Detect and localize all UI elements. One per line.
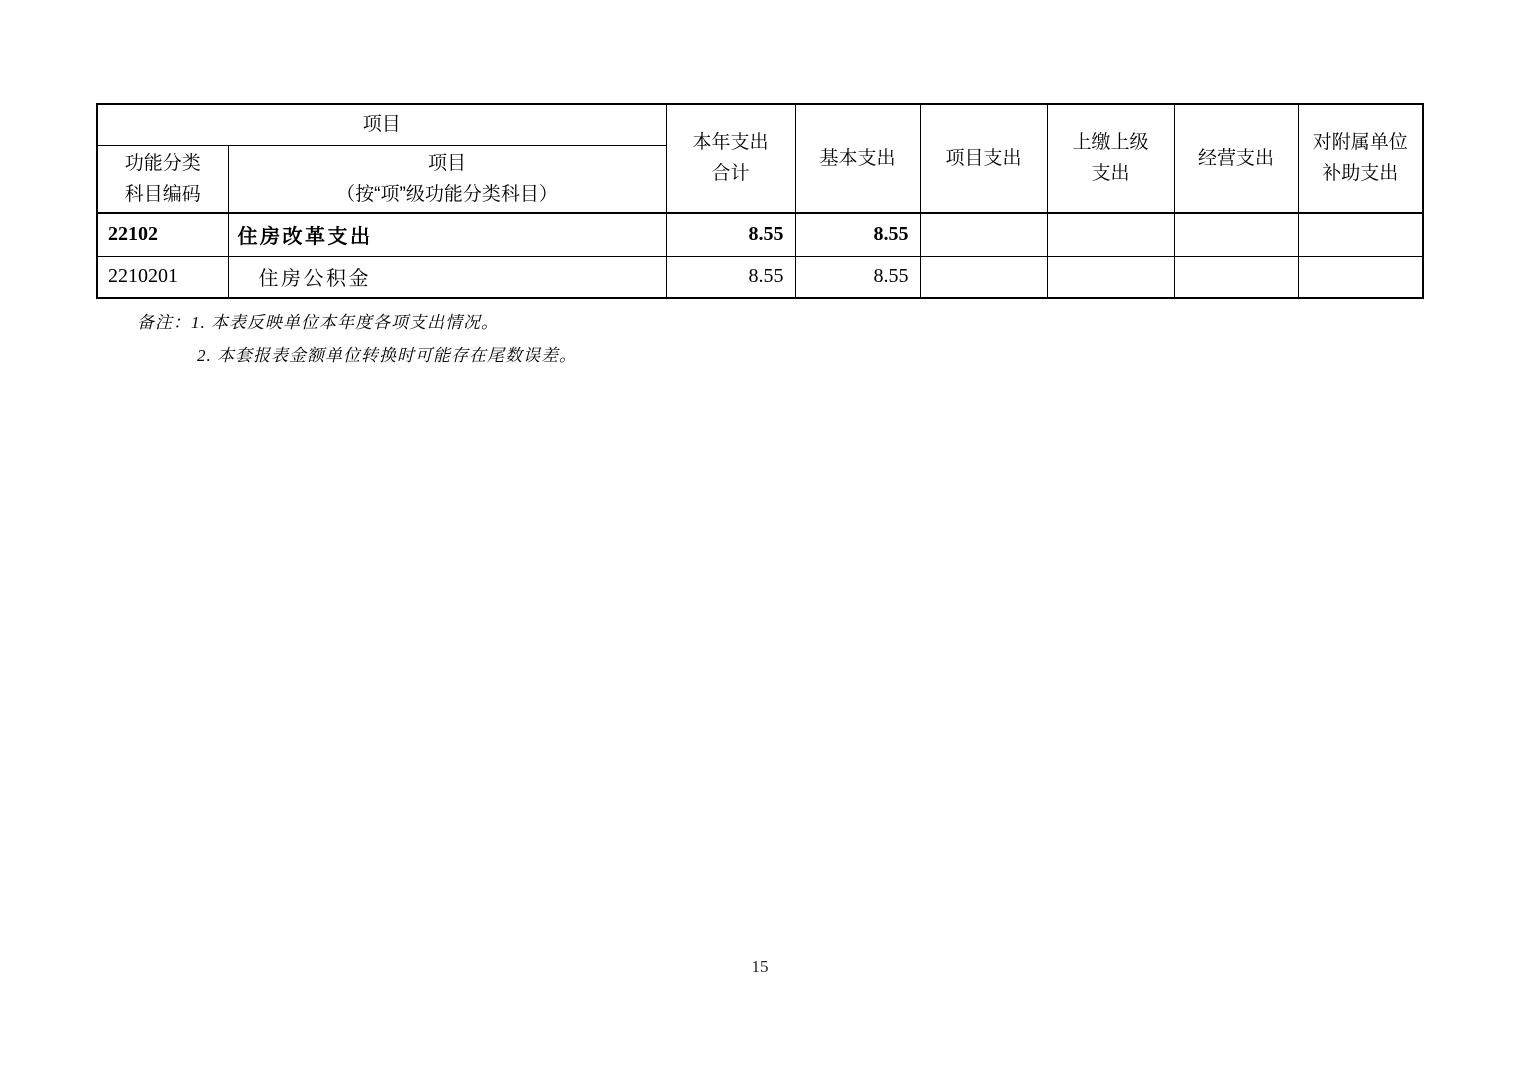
- row-affiliated: [1298, 257, 1423, 298]
- header-affiliated-line1: 对附属单位: [1312, 132, 1408, 154]
- row-project: [920, 257, 1047, 298]
- table-row: [97, 257, 1423, 298]
- header-cell-project-group: [97, 104, 666, 145]
- table-row: [97, 213, 1423, 257]
- header-cell-project-name: [228, 145, 666, 213]
- header-operating-label: 经营支出: [1198, 147, 1275, 169]
- header-cell-upper-level-expenditure: [1047, 104, 1174, 213]
- header-cell-basic-expenditure: [795, 104, 920, 213]
- header-project-label: 项目支出: [945, 147, 1022, 169]
- header-code-line2: 科目编码: [124, 183, 201, 205]
- header-project-group-label: 项目: [362, 114, 401, 136]
- expenditure-table: [96, 103, 1424, 299]
- header-affiliated-line2: 补助支出: [1322, 163, 1399, 185]
- note-line-2: 2. 本套报表金额单位转换时可能存在尾数误差。: [197, 346, 577, 365]
- row-name: 住房改革支出: [228, 213, 666, 257]
- header-row-group: [97, 104, 1423, 145]
- header-cell-operating-expenditure: [1174, 104, 1298, 213]
- row-basic: 8.55: [795, 213, 920, 257]
- row-upper: [1047, 257, 1174, 298]
- row-project: [920, 213, 1047, 257]
- header-name-line2: （按“项”级功能分类科目）: [336, 183, 558, 205]
- note-line-1: [137, 306, 577, 339]
- header-total-line1: 本年支出: [692, 132, 769, 154]
- header-upper-line2: 支出: [1091, 163, 1130, 185]
- header-upper-line1: 上缴上级: [1072, 132, 1149, 154]
- header-basic-label: 基本支出: [819, 147, 896, 169]
- header-name-line1: 项目: [428, 152, 467, 174]
- header-cell-total-expenditure: [666, 104, 795, 213]
- row-affiliated: [1298, 213, 1423, 257]
- note-1-text: 1. 本表反映单位本年度各项支出情况。: [191, 313, 499, 332]
- row-operating: [1174, 257, 1298, 298]
- header-code-line1: 功能分类: [124, 152, 201, 174]
- row-code: 2210201: [97, 257, 228, 298]
- header-cell-function-code: [97, 145, 228, 213]
- row-basic: 8.55: [795, 257, 920, 298]
- row-total: 8.55: [666, 257, 795, 298]
- header-cell-affiliated-subsidy: [1298, 104, 1423, 213]
- row-operating: [1174, 213, 1298, 257]
- row-upper: [1047, 213, 1174, 257]
- row-code: 22102: [97, 213, 228, 257]
- notes-label: 备注：: [137, 313, 191, 332]
- notes: [137, 306, 577, 372]
- page-number: 15: [751, 957, 769, 976]
- header-cell-project-expenditure: [920, 104, 1047, 213]
- row-total: 8.55: [666, 213, 795, 257]
- header-total-line2: 合计: [711, 163, 750, 185]
- row-name: 住房公积金: [228, 257, 666, 298]
